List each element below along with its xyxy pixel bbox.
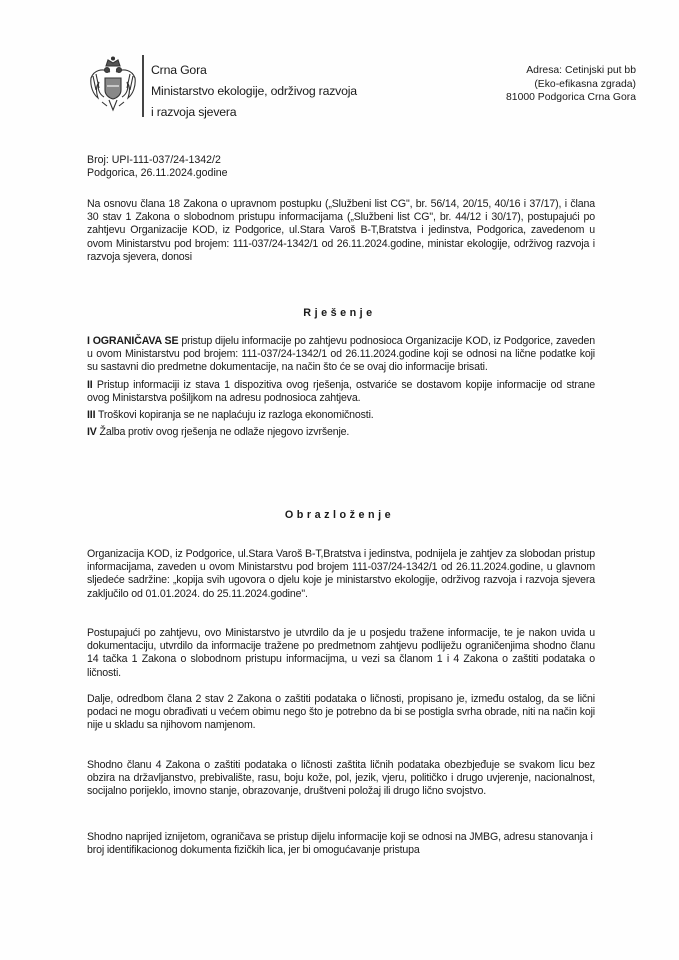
address-line-3: 81000 Podgorica Crna Gora: [506, 92, 636, 103]
organization-name: [151, 60, 357, 123]
header-divider: [142, 55, 144, 117]
ministry-name-line-1: Ministarstvo ekologije, održivog razvoja: [151, 84, 357, 98]
decision-item-1-text: pristup dijelu informacije po zahtjevu podnosioca Organizacije KOD, iz Podgorice, zaveden u ovom Ministarstvu pod brojem: 111-037/24-1342/1 od 26.11.2024.godine koji se odnosi na lične podatke koji su sastavni dio predmetne dokumentacije, na način što će se ovaj dio informacije brisati.: [87, 335, 595, 374]
address-line-2: (Eko-efikasna zgrada): [534, 78, 636, 90]
document-meta: [87, 154, 228, 180]
decision-item-3: [87, 409, 595, 422]
decision-item-3-numeral: III: [87, 409, 96, 422]
reasoning-paragraph-5: Shodno naprijed iznijetom, ograničava se pristup dijelu informacije koji se odnosi na JMBG, adresu stanovanja i broj identifikacionog dokumenta fizičkih lica, jer bi omogućavanje pristupa: [87, 831, 593, 857]
address-line-1: Adresa: Cetinjski put bb: [526, 65, 636, 76]
decision-item-1: [87, 335, 595, 375]
decision-item-3-text: Troškovi kopiranja se ne naplaćuju iz razloga ekonomičnosti.: [95, 409, 374, 422]
reasoning-paragraph-2: Postupajući po zahtjevu, ovo Ministarstvo je utvrdilo da je u posjedu tražene informacije, te je nakon uvida u dokumentaciju, utvrdilo da informacije tražene po predmetnom zahtjevu podliježu ograničenjima shodno članu 14 tačka 1 Zakona o slobodnom pristupu informacijma, u vezi sa članom 1 i 4 Zakona o zaštiti podataka o ličnosti.: [87, 627, 595, 679]
document-number: Broj: UPI-111-037/24-1342/2: [87, 154, 221, 166]
decision-item-2-text: Pristup informaciji iz stava 1 dispozitiva ovog rješenja, ostvariće se dostavom kopije informacije od strane ovog Ministarstva pošiljkom na adresu podnosioca zahtjeva.: [87, 378, 595, 404]
country-name: Crna Gora: [151, 63, 207, 77]
ministry-address: [506, 64, 636, 105]
document-place-date: Podgorica, 26.11.2024.godine: [87, 167, 228, 179]
decision-heading: Rješenje: [303, 307, 376, 319]
preamble: [87, 198, 595, 264]
decision-item-4: [87, 426, 595, 439]
reasoning-heading: Obrazloženje: [284, 509, 395, 521]
reasoning-paragraph-3: Dalje, odredbom člana 2 stav 2 Zakona o zaštiti podataka o ličnosti, propisano je, između ostalog, da se lični podaci ne mogu obrađivati u većem obimu nego što je potrebno da bi se postigla svrha obrade, niti na način koji nije u skladu sa njihovom namjenom.: [87, 693, 595, 732]
decision-item-2: [87, 379, 595, 405]
decision-item-2-numeral: II: [87, 378, 93, 391]
decision-item-4-numeral: IV: [87, 426, 97, 439]
decision-item-1-numeral: I OGRANIČAVA SE: [87, 335, 179, 347]
ministry-name-line-2: i razvoja sjevera: [151, 105, 237, 119]
montenegro-coat-of-arms-icon: [88, 56, 138, 114]
decision-item-4-text: Žalba protiv ovog rješenja ne odlaže njegovo izvršenje.: [96, 426, 350, 439]
preamble-text: Na osnovu člana 18 Zakona o upravnom postupku („Službeni list CG", br. 56/14, 20/15, 40/16 i 37/17), i člana 30 stav 1 Zakona o slobodnom pristupu informacijama („Službeni list CG", br. 44/12 i 30/17), postupajući po zahtjevu Organizacije KOD, iz Podgorice, ul.Stara Varoš B-T,Bratstva i jedinstva, Podgorica, zavedenom u ovom Ministarstvu pod brojem: 111-037/24-1342/1 od 26.11.2024.godine, ministar ekologije, održivog razvoja i razvoja sjevera, donosi: [87, 198, 595, 263]
reasoning-paragraph-1: Organizacija KOD, iz Podgorice, ul.Stara Varoš B-T,Bratstva i jedinstva, podnijela je zahtjev za slobodan pristup informacijama, zaveden u ovom Ministarstvu pod brojem 111-037/24-1342/1 od 26.11.2024.godine, u glavnom sljedeće sadržine: „kopija svih ugovora o djelu koje je ministarstvo ekologije, održivog razvoja i razvoja sjevera zaključilo od 01.01.2024. do 25.11.2024.godine".: [87, 548, 595, 600]
decision-items: [87, 335, 595, 439]
reasoning-paragraph-4: Shodno članu 4 Zakona o zaštiti podataka o ličnosti zaštita ličnih podataka obezbjeđuje se svakom licu bez obzira na državljanstvo, prebivalište, rasu, boju kože, pol, jezik, vjeru, političko i drugo uvjerenje, nacionalnost, socijalno porijeklo, imovno stanje, obrazovanje, društveni položaj ili drugo lično svojstvo.: [87, 759, 595, 798]
